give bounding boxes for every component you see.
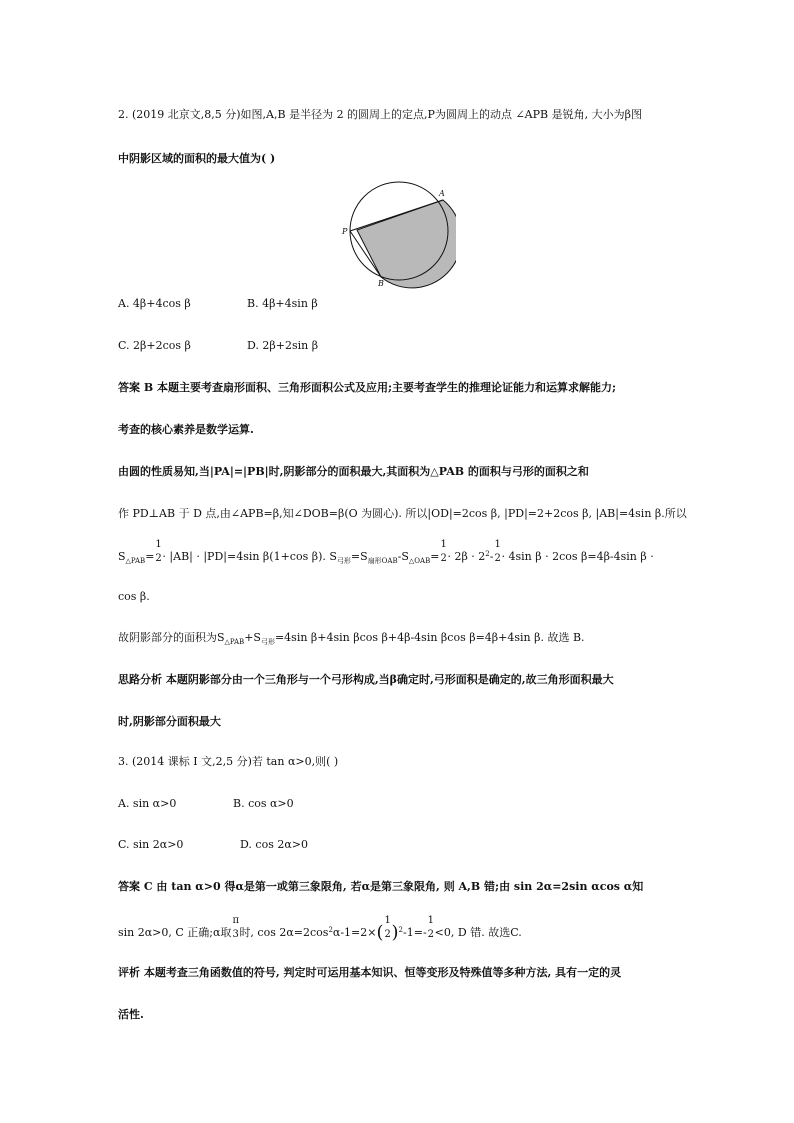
q2-stem-line2: 中阴影区域的面积的最大值为( ) [118,152,276,165]
fraction-half: 1 2 [494,539,501,564]
q2-idea-line2: 时,阴影部分面积最大 [118,715,221,728]
q2-solution-line4: cos β. [118,590,150,603]
q2-answer-line1: 答案 B 本题主要考查扇形面积、三角形面积公式及应用;主要考查学生的推理论证能力和运算求解能力; [118,381,617,394]
q2-option-c: C. 2β+2cos β [118,339,191,352]
point-label-A: A [439,189,445,198]
q2-answer-line2: 考查的核心素养是数学运算. [118,423,254,436]
q2-option-d: D. 2β+2sin β [247,339,319,352]
q2-stem-line1: 2. (2019 北京文,8,5 分)如图,A,B 是半径为 2 的圆周上的定点,P为圆周上的动点 ∠APB 是锐角, 大小为β图 [118,108,642,121]
fraction-half: 1 2 [440,539,447,564]
point-label-B: B [378,279,384,288]
fraction-pi-3: π 3 [232,915,240,940]
q3-comment-line2: 活性. [118,1008,144,1021]
fraction-half: 1 2 [384,915,391,940]
q2-solution-line2: 作 PD⊥AB 于 D 点,由∠APB=β,知∠DOB=β(O 为圆心). 所以|OD|=2cos β, |PD|=2+2cos β, |AB|=4sin β.所以 [118,507,687,520]
shaded-region [357,200,456,288]
q3-stem: 3. (2014 课标 Ⅰ 文,2,5 分)若 tan α>0,则( ) [118,755,339,768]
q3-comment-line1: 评析 本题考查三角函数值的符号, 判定时可运用基本知识、恒等变形及特殊值等多种方法, 具有一定的灵 [118,966,622,979]
q3-option-b: B. cos α>0 [233,797,294,810]
q2-solution-line3: $S_{\triangle PAB}=$ 1 2 · |AB| · |PD|=4sin β(1+cos β). $S_{弓形}=S_{扇形OAB}-S_{\triangle OAB}=$ 1 2 · $2\beta \cdot 2^2-$ 1 2 · 4sin β · 2cos β=4β-4sin β · [118,539,654,565]
point-label-P: P [342,227,348,236]
fraction-half: 1 2 [427,915,435,940]
q2-option-a: A. 4β+4cos β [118,297,191,310]
q3-option-a: A. sin α>0 [118,797,177,810]
circle-figure [340,178,456,290]
fraction-half: 1 2 [155,539,162,564]
q3-answer-line1: 答案 C 由 tan α>0 得α是第一或第三象限角, 若α是第三象限角, 则 A,B 错;由 sin 2α=2sin αcos α知 [118,880,644,893]
q3-option-d: D. cos 2α>0 [240,838,308,851]
q2-idea-line1: 思路分析 本题阴影部分由一个三角形与一个弓形构成,当β确定时,弓形面积是确定的,故三角形面积最大 [118,673,614,686]
q2-solution-line1: 由圆的性质易知,当|PA|=|PB|时,阴影部分的面积最大,其面积为△PAB 的面积与弓形的面积之和 [118,465,589,478]
q2-option-b: B. 4β+4sin β [247,297,318,310]
q3-answer-line2: sin 2α>0, C 正确;α取 π 3 时, $\cos 2\alpha=2\cos^2\alpha-1=2\times$( 1 2 )$^2$-1=- 1 2 <0, D 错. 故选C. [118,915,522,943]
q2-solution-line5: 故阴影部分的面积为$S_{\triangle PAB}+S_{弓形}=4\sin$ β+4sin βcos β+4β-4sin βcos β=4β+4sin β. 故选 B. [118,631,585,646]
q3-option-c: C. sin 2α>0 [118,838,184,851]
